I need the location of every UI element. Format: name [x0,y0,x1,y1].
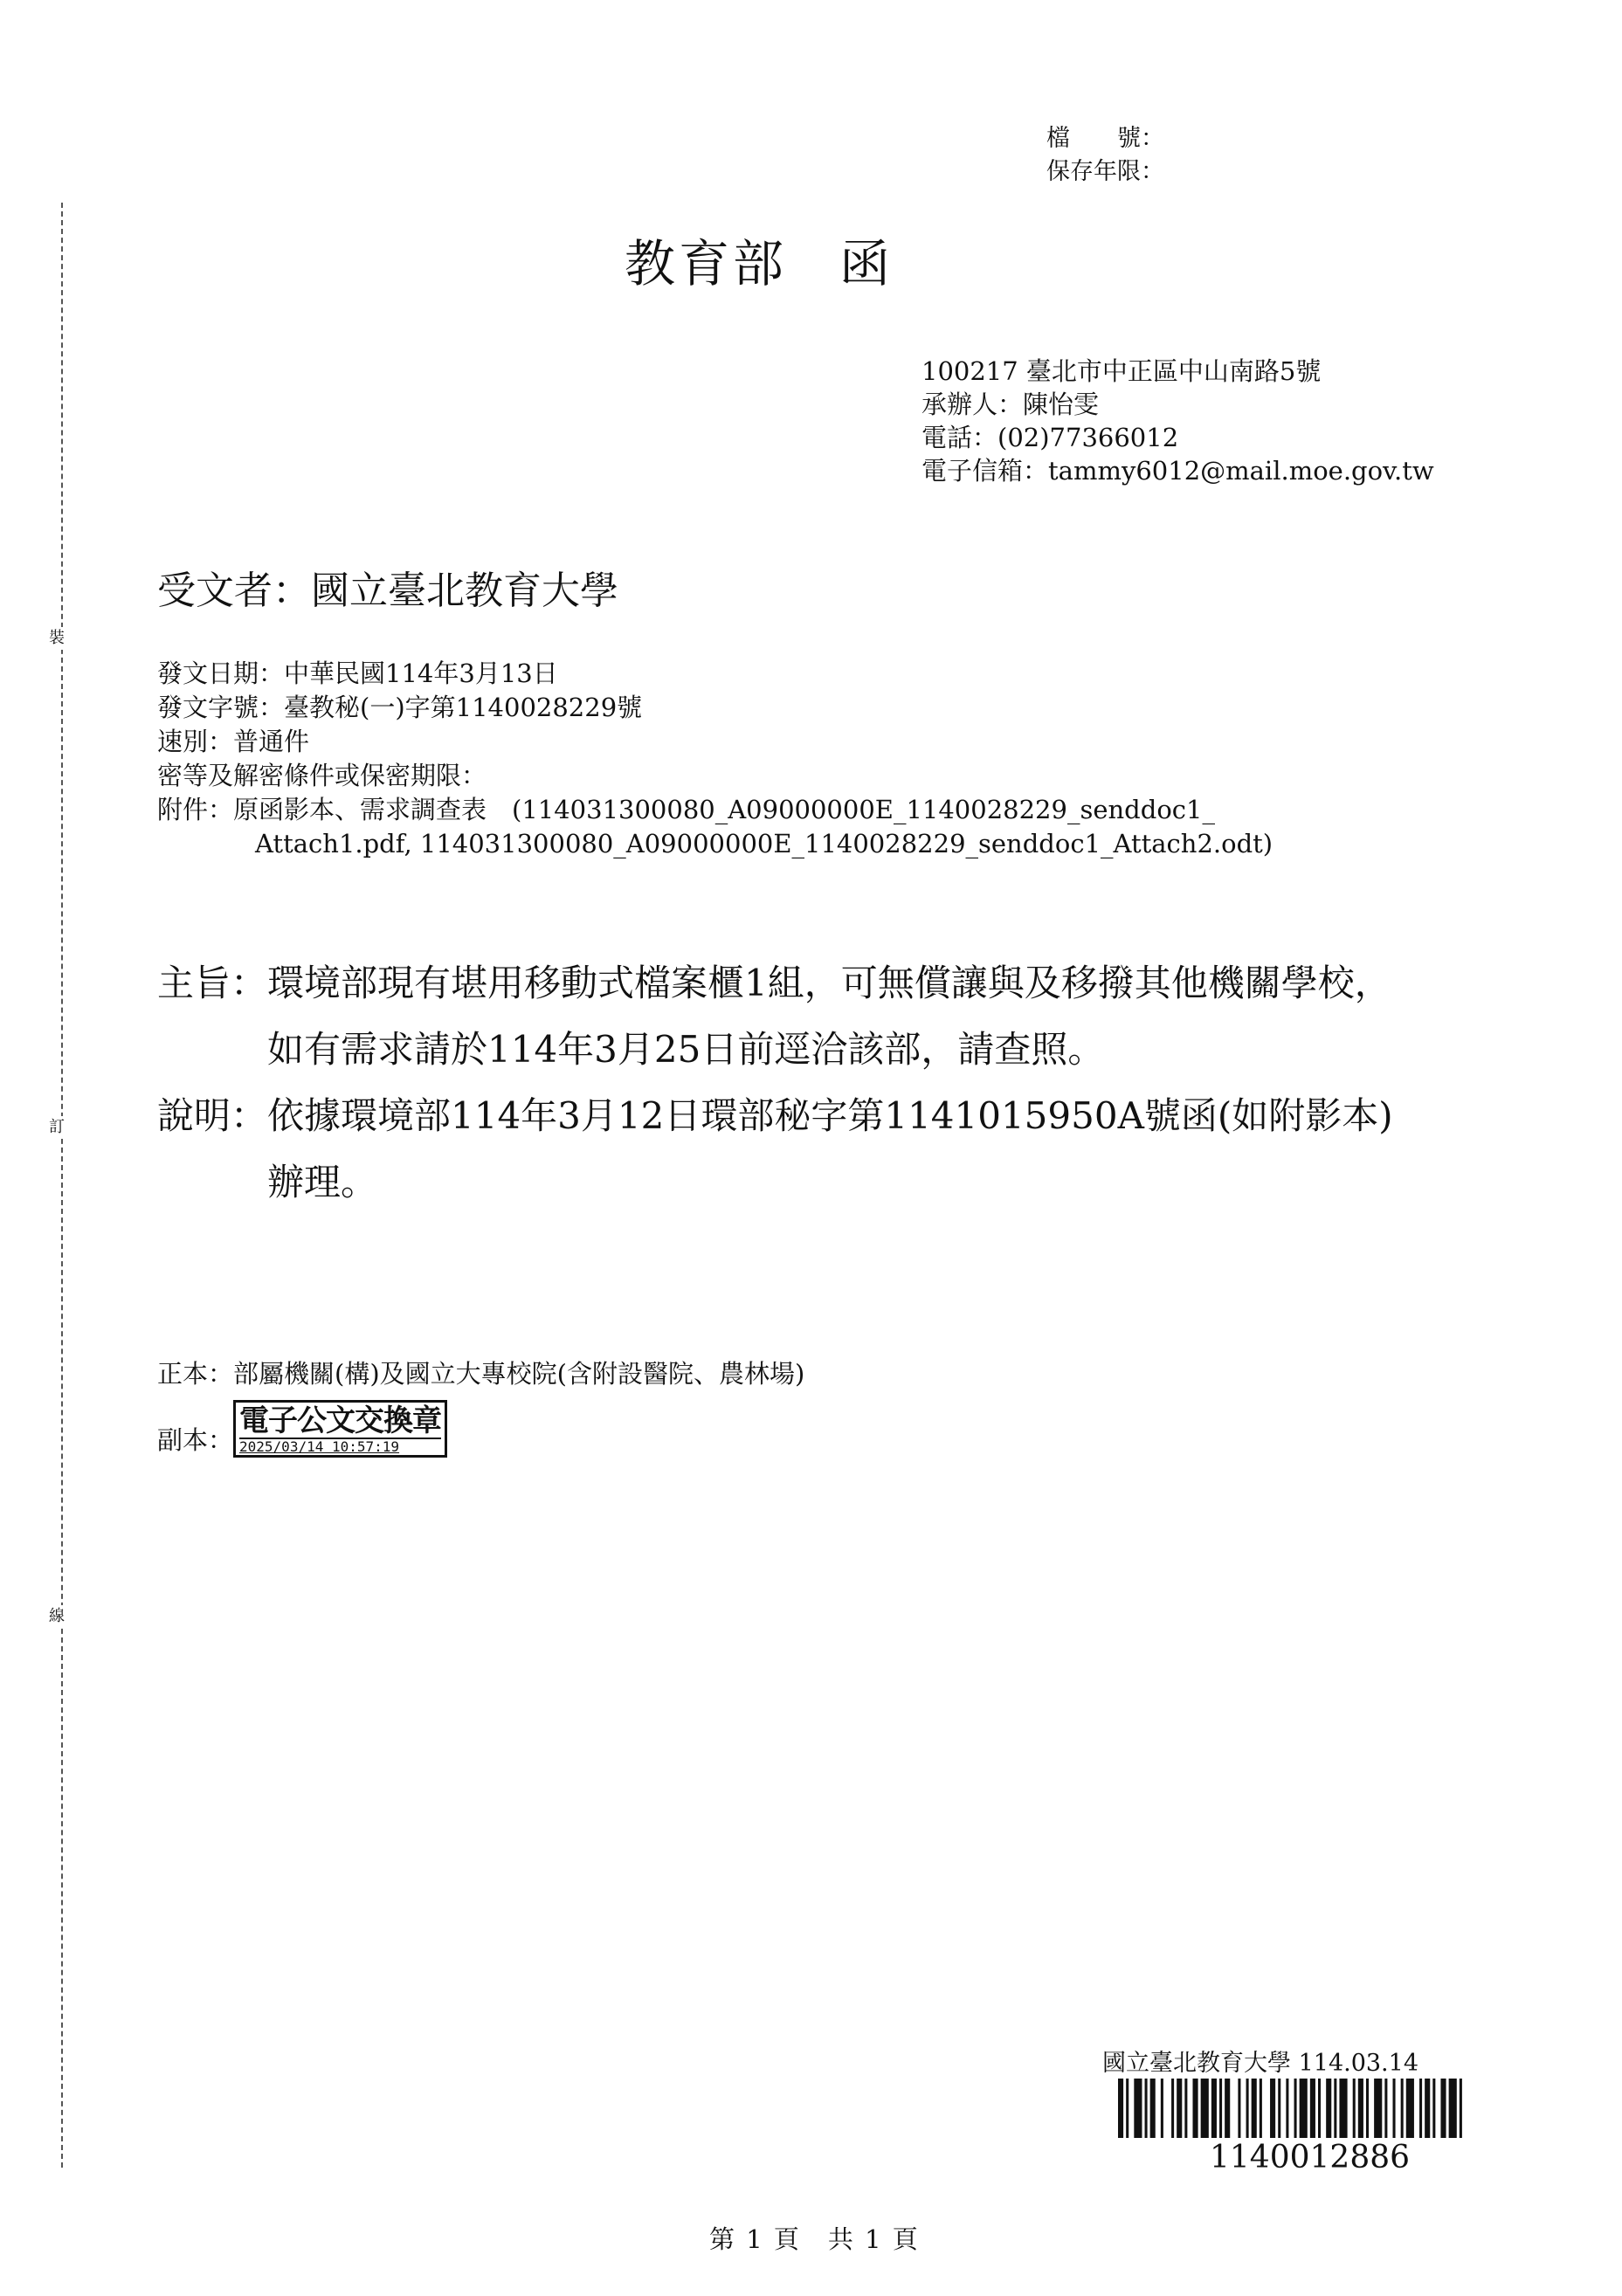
barcode-bar [1393,2079,1396,2138]
barcode-bar [1225,2079,1230,2138]
barcode-bar [1294,2079,1297,2138]
phone-number: (02)77366012 [997,423,1179,452]
barcode-bar [1118,2079,1123,2138]
barcode-bar [1432,2079,1435,2138]
barcode-bar [1326,2079,1331,2138]
attachment-line-1[interactable]: 原函影本、需求調查表 (114031300080_A09000000E_1140028229_senddoc1_ [233,795,1215,824]
binding-mark: 訂 [49,1116,65,1139]
attachment-line-2[interactable]: Attach1.pdf, 114031300080_A09000000E_1140028229_senddoc1_Attach2.odt) [255,829,1273,858]
barcode-bar [1406,2079,1414,2138]
document-type: 函 [839,234,894,293]
barcode-bar [1374,2079,1382,2138]
barcode-bar [1150,2079,1156,2138]
binding-mark: 裝 [49,627,65,650]
barcode-bar [1286,2079,1288,2138]
barcode-bar [1334,2079,1336,2138]
barcode-bar [1134,2079,1142,2138]
document-title [625,223,894,296]
email-address: tammy6012@mail.moe.gov.tw [1048,456,1434,486]
barcode-bar [1184,2079,1187,2138]
secrecy-label: 密等及解密條件或保密期限： [157,761,487,790]
original-label: 正本： [157,1359,234,1389]
priority-value: 普通件 [233,727,310,756]
barcode-bar [1401,2079,1404,2138]
barcode-bar [1126,2079,1128,2138]
recipient-name: 國立臺北教育大學 [311,569,618,613]
barcode-bar [1449,2079,1457,2138]
barcode-bar [1192,2079,1198,2138]
subject-section [157,950,1450,1083]
page-indicator: 第 1 頁 共 1 頁 [709,2224,920,2254]
explanation-section [157,1083,1450,1216]
distribution-block [157,1349,804,1465]
retention-label: 保存年限： [1046,158,1164,185]
phone-label: 電話： [921,423,998,452]
barcode-bar [1201,2079,1209,2138]
barcode-bar [1260,2079,1262,2138]
binding-line [61,203,63,2168]
document-body [157,950,1450,1216]
subject-label: 主旨： [157,962,268,1004]
archive-block [1046,122,1164,189]
stamp-time: 2025/03/14 10:57:19 [239,1438,441,1455]
issue-date: 中華民國114年3月13日 [284,658,558,688]
doc-number: 臺教秘(一)字第1140028229號 [284,693,643,722]
contact-name: 陳怡雯 [1023,390,1100,419]
original-recipients: 部屬機關(構)及國立大專校院(含附設醫院、農林場) [233,1359,805,1389]
barcode-bar [1419,2079,1422,2138]
subject-text: 環境部現有堪用移動式檔案櫃1組，可無償讓與及移撥其他機關學校，如有需求請於114年3月25日前逕洽該部，請查照。 [267,962,1391,1071]
barcode-bar [1246,2079,1249,2138]
barcode-bar [1177,2079,1182,2138]
barcode-bar [1211,2079,1217,2138]
barcode-bar [1440,2079,1446,2138]
binding-mark: 線 [49,1605,65,1628]
document-meta [157,657,1273,861]
barcode-bar [1161,2079,1163,2138]
file-number-label: 檔 號： [1046,125,1164,152]
barcode-bar [1384,2079,1387,2138]
stamp-title: 電子公文交換章 [239,1403,442,1438]
barcode-bar [1270,2079,1275,2138]
explanation-label: 說明： [157,1094,268,1137]
date-label: 發文日期： [157,658,285,688]
barcode-bar [1252,2079,1257,2138]
barcode-bar [1358,2079,1363,2138]
sender-address: 100217 臺北市中正區中山南路5號 [921,356,1322,386]
barcode-bar [1425,2079,1430,2138]
barcode-bar [1318,2079,1321,2138]
barcode-bar [1145,2079,1148,2138]
priority-label: 速別： [157,727,234,756]
barcode-bar [1219,2079,1222,2138]
receipt-stamp: 國立臺北教育大學 114.03.14 [1102,2050,1418,2077]
agency-name: 教育部 [625,234,788,293]
doc-number-label: 發文字號： [157,693,285,722]
barcode-bar [1310,2079,1315,2138]
barcode-number: 1140012886 [1210,2140,1411,2175]
barcode-bar [1353,2079,1356,2138]
sender-block [921,355,1434,487]
barcode-bar [1171,2079,1174,2138]
explanation-text: 依據環境部114年3月12日環部秘字第1141015950A號函(如附影本)辦理。 [267,1094,1393,1203]
attachment-label: 附件： [157,795,234,824]
exchange-stamp [233,1400,447,1458]
recipient-label: 受文者： [157,569,311,613]
barcode-bar [1300,2079,1308,2138]
copy-label: 副本： [157,1425,234,1455]
barcode-bar [1278,2079,1280,2138]
email-label: 電子信箱： [921,456,1049,486]
barcode-bar [1366,2079,1369,2138]
recipient [157,559,618,615]
barcode-bar [1460,2079,1462,2138]
barcode-bar [1238,2079,1240,2138]
barcode-bar [1339,2079,1347,2138]
barcode [1118,2079,1467,2138]
contact-label: 承辦人： [921,390,1024,419]
